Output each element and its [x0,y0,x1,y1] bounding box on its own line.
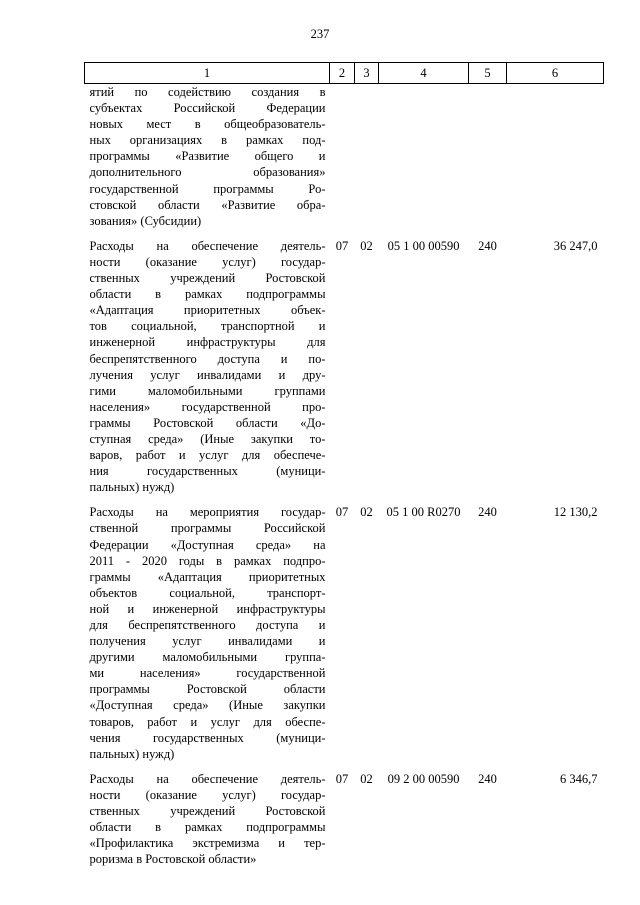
expense-name-line: ности (оказание услуг) государ- [89,254,326,269]
table-row [85,238,604,496]
table-row [85,504,604,762]
expense-name-line: пальных) нужд) [89,746,175,761]
section-code-cell: 07 [335,771,349,786]
expense-name-line: Расходы на мероприятия государ- [89,505,326,520]
header-col-5: 5 [469,63,507,84]
expense-name-line: стовской области «Развитие обра- [89,197,326,212]
expense-name-line: программы Ростовской области [89,682,326,697]
expense-name-line: тов социальной, транспортной и [89,319,326,334]
expense-name-line: государственной программы Ро- [89,181,326,196]
expense-name-line: программы «Развитие общего и [89,149,326,164]
expense-name-line: ственных учреждений Ростовской [89,804,326,819]
page-number: 237 [310,27,330,41]
subsection-code-cell: 02 [360,505,373,520]
target-article-code-cell [379,84,469,229]
expense-name-line: ступная среда» (Иные закупки то- [89,431,326,446]
expense-name-line: ми населения» государственной [89,666,326,681]
expense-name-line: зования» (Субсидии) [89,213,202,228]
header-col-1: 1 [85,63,330,84]
subsection-code-cell: 02 [360,771,373,786]
section-code-cell: 07 [335,238,349,253]
section-code-cell [330,84,355,229]
expense-name-line: лучения услуг инвалидами и дру- [89,367,326,382]
target-article-code-cell: 05 1 00 00590 [387,238,460,253]
expense-name-line: беспрепятственного доступа и по- [89,351,326,366]
expense-name-line: области в рамках подпрограммы [89,820,326,835]
expense-name-line: чения государственных (муници- [89,730,326,745]
expense-name-line: населения» государственной про- [89,399,326,414]
target-article-code-cell: 09 2 00 00590 [387,771,460,786]
expense-name-line: 2011 - 2020 годы в рамках подпро- [89,553,326,568]
expense-name-line: другими маломобильными группа- [89,650,326,665]
expense-name-line: варов, работ и услуг для обеспече- [89,448,326,463]
subsection-code-cell: 02 [360,238,373,253]
expense-name-cell [85,238,330,496]
amount-cell: 12 130,2 [553,505,598,520]
expense-name-line: «Доступная среда» (Иные закупки [89,698,326,713]
table-header [85,63,604,84]
expense-name-cell [85,771,330,868]
expense-name-line: «Адаптация приоритетных объек- [89,303,326,318]
expense-name-line: ятий по содействию создания в [89,85,326,99]
row-spacer [85,762,604,771]
target-article-code-cell: 05 1 00 R0270 [386,505,461,520]
table-row [85,84,604,229]
amount-cell: 6 346,7 [560,771,598,786]
expense-name-line: «Профилактика экстремизма и тер- [89,836,326,851]
expense-name-cell [85,504,330,762]
expense-name-line: товаров, работ и услуг для обеспе- [89,714,326,729]
header-col-6: 6 [507,63,604,84]
expense-name-line: новых мест в общеобразователь- [89,117,326,132]
expense-name-line: граммы «Адаптация приоритетных [89,569,326,584]
expense-name-line: Федерации «Доступная среда» на [89,537,326,552]
expense-name-line: дополнительного образования» [89,165,326,180]
expense-name-line: роризма в Ростовской области» [89,852,257,867]
row-spacer [85,495,604,504]
expense-type-code-cell: 240 [478,238,497,253]
amount-cell [507,84,604,229]
expense-type-code-cell: 240 [478,505,497,520]
expense-type-code-cell [469,84,507,229]
header-col-4: 4 [379,63,469,84]
expense-name-line: субъектах Российской Федерации [89,101,326,116]
header-col-3: 3 [355,63,379,84]
subsection-code-cell [355,84,379,229]
expense-name-line: гими маломобильными группами [89,383,326,398]
expense-name-line: получения услуг инвалидами и [89,634,326,649]
expense-name-line: инженерной инфраструктуры для [89,335,326,350]
section-code-cell: 07 [335,505,349,520]
row-spacer [85,229,604,238]
header-col-2: 2 [330,63,355,84]
table-body [85,84,604,868]
budget-table [84,62,604,867]
expense-type-code-cell: 240 [478,771,497,786]
expense-name-cell [85,84,330,229]
expense-name-line: ния государственных (муници- [89,464,326,479]
expense-name-line: для беспрепятственного доступа и [89,618,326,632]
expense-name-line: объектов социальной, транспорт- [89,585,326,600]
expense-name-line: пальных) нужд) [89,480,175,495]
expense-name-line: Расходы на обеспечение деятель- [89,238,326,253]
expense-name-line: ности (оказание услуг) государ- [89,787,326,802]
table-row [85,771,604,868]
amount-cell: 36 247,0 [553,238,598,253]
expense-name-line: ственной программы Российской [89,521,326,536]
expense-name-line: граммы Ростовской области «До- [89,415,326,430]
expense-name-line: области в рамках подпрограммы [89,287,326,302]
expense-name-line: ственных учреждений Ростовской [89,271,326,286]
expense-name-line: Расходы на обеспечение деятель- [89,771,326,786]
expense-name-line: ной и инженерной инфраструктуры [89,601,326,616]
expense-name-line: ных организациях в рамках под- [89,133,326,148]
